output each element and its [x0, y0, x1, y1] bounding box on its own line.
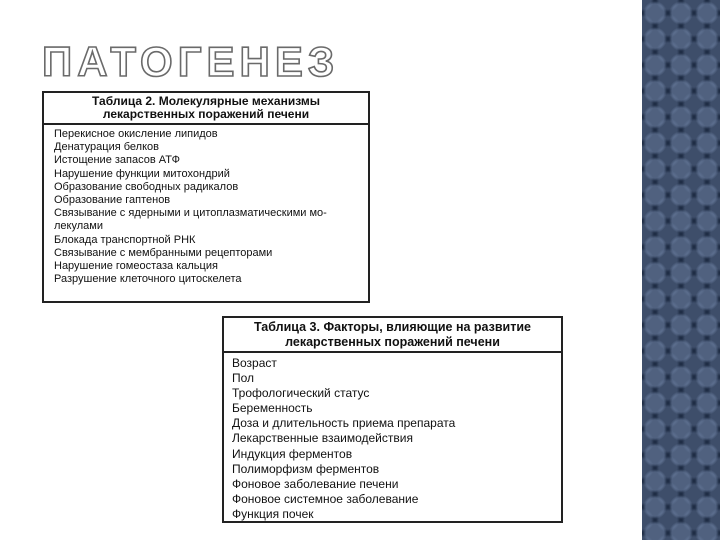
table-risk-factors: [222, 316, 563, 523]
table2-row: Блокада транспортной РНК: [54, 233, 196, 246]
table3-row: Пол: [232, 371, 255, 386]
table3-row: Полиморфизм ферментов: [232, 461, 380, 476]
table3-row: Доза и длительность приема препарата: [232, 416, 456, 431]
table2-caption-line1: Таблица 2. Молекулярные механизмы: [92, 94, 320, 108]
table2-row: Образование гаптенов: [54, 194, 171, 207]
table3-row: Фоновое системное заболевание: [232, 491, 419, 506]
table3-row: Беременность: [232, 401, 313, 416]
table2-row: Денатурация белков: [54, 141, 159, 154]
table3-row: Трофологический статус: [232, 386, 370, 401]
table3-caption-line1: Таблица 3. Факторы, влияющие на развитие: [253, 320, 532, 334]
table3-row: Индукция ферментов: [232, 446, 353, 461]
table3-row: Функция почек: [232, 506, 314, 521]
slide-title: ПАТОГЕНЕЗ: [42, 38, 340, 85]
table3-row: Возраст: [232, 356, 277, 370]
table3-caption: [224, 318, 561, 353]
table2-row: Истощение запасов АТФ: [54, 154, 180, 167]
table3-row: Фоновое заболевание печени: [232, 476, 399, 491]
table2-caption: [44, 93, 368, 125]
table-molecular-mechanisms: [42, 91, 370, 303]
table3-list: [224, 353, 561, 522]
table2-row: Связывание с мембранными рецепторами: [54, 246, 273, 259]
table2-row: лекулами: [54, 220, 103, 233]
table3-row: Лекарственные взаимодействия: [232, 431, 413, 446]
table3-caption-line2: лекарственных поражений печени: [285, 334, 500, 349]
table2-row: Образование свободных радикалов: [54, 180, 239, 193]
table2-row: Нарушение гомеостаза кальция: [54, 260, 218, 273]
table2-row: Перекисное окисление липидов: [54, 128, 218, 140]
decorative-side-panel: [642, 0, 720, 540]
table2-row: Нарушение функции митохондрий: [54, 167, 230, 180]
table2-row: Связывание с ядерными и цитоплазматическими мо-: [54, 207, 327, 220]
table2-row: Разрушение клеточного цитоскелета: [54, 273, 242, 286]
table2-caption-line2: лекарственных поражений печени: [102, 107, 310, 121]
table2-list: [44, 125, 368, 286]
